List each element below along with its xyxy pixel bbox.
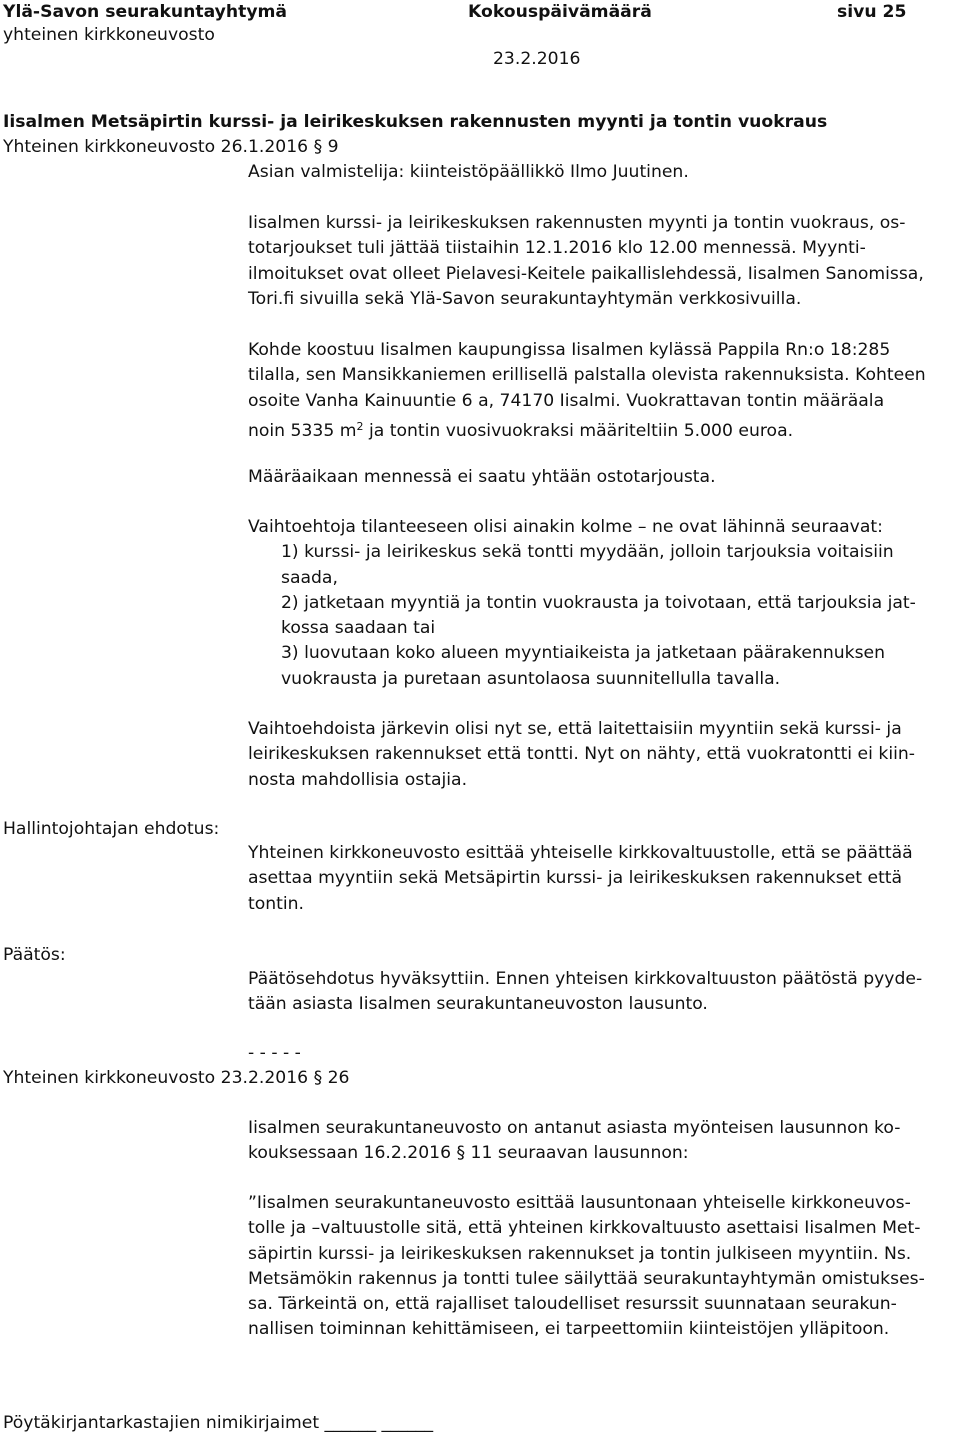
meeting-date-label: Kokouspäivämäärä	[468, 2, 652, 22]
alternatives-list: Vaihtoehtoja tilanteeseen olisi ainakin kolme – ne ovat lähinnä seuraavat: 1) kurssi- ja leirikeskus sekä tontti myydään, jolloin tarjouksia voitaisiin saada, 2) jatketaan myyntiä ja tontin vuokrausta ja toivotaan, että tarjouksia jat- kossa saadaan tai 3) luovutaan koko alueen myyntiaikeista ja jatketaan päärakennuksen vuokrausta ja puretaan asuntolaosa suunnitellulla tavalla.	[248, 515, 960, 692]
list-item: 2) jatketaan myyntiä ja tontin vuokrausta ja toivotaan, että tarjouksia jat-	[281, 592, 916, 613]
footer-initials-line: Pöytäkirjantarkastajien nimikirjaimet ______ ______	[3, 1413, 434, 1433]
paragraph-property-last-line: noin 5335 $m^2$ ja tontin vuosivuokraksi määriteltiin 5.000 euroa.	[248, 419, 794, 441]
paragraph-recommendation: Vaihtoehdoista järkevin olisi nyt se, että laitettaisiin myyntiin sekä kurssi- ja leirikeskuksen rakennukset että tontti. Nyt on nähty, että vuokratontti ei kiin- nosta mahdollisia ostajia.	[248, 719, 915, 790]
statement-intro: Iisalmen seurakuntaneuvosto on antanut asiasta myönteisen lausunnon ko- kouksessaan 16.2.2016 § 11 seuraavan lausunnon:	[248, 1118, 901, 1164]
section-title: Iisalmen Metsäpirtin kurssi- ja leirikeskuksen rakennusten myynti ja tontin vuokraus	[3, 112, 828, 132]
preparer-line: Asian valmistelija: kiinteistöpäällikkö Ilmo Juutinen.	[248, 162, 689, 182]
meeting-date: 23.2.2016	[493, 49, 581, 69]
list-item: saada,	[281, 567, 338, 588]
list-item: vuokrausta ja puretaan asuntolaosa suunnitellulla tavalla.	[281, 668, 781, 689]
previous-meeting-reference: Yhteinen kirkkoneuvosto 26.1.2016 § 9	[3, 137, 339, 157]
paragraph-offers: Iisalmen kurssi- ja leirikeskuksen rakennusten myynti ja tontin vuokraus, os- totarjoukset tuli jättää tiistaihin 12.1.2016 klo 12.00 mennessä. Myynti- ilmoitukset ovat olleet Pielavesi-Keitele paikallislehdessä, Iisalmen Sanomissa, Tori.fi sivuilla sekä Ylä-Savon seurakuntayhtymän verkkosivuilla.	[248, 213, 924, 309]
separator: - - - - -	[248, 1043, 301, 1063]
decision-label: Päätös:	[3, 945, 66, 965]
list-item: 3) luovutaan koko alueen myyntiaikeista ja jatketaan päärakennuksen	[281, 643, 886, 664]
list-item: kossa saadaan tai	[281, 618, 436, 639]
list-item: 1) kurssi- ja leirikeskus sekä tontti myydään, jolloin tarjouksia voitaisiin	[281, 542, 894, 563]
page-number: sivu 25	[837, 2, 907, 22]
body-name: yhteinen kirkkoneuvosto	[3, 25, 215, 45]
organization-name: Ylä-Savon seurakuntayhtymä	[3, 2, 288, 22]
proposal-label: Hallintojohtajan ehdotus:	[3, 819, 220, 839]
proposal-text: Yhteinen kirkkoneuvosto esittää yhteiselle kirkkovaltuustolle, että se päättää asettaa myyntiin sekä Metsäpirtin kurssi- ja leirikeskuksen rakennukset että tontin.	[248, 843, 913, 914]
paragraph-no-offers: Määräaikaan mennessä ei saatu yhtään ostotarjousta.	[248, 467, 716, 487]
decision-text: Päätösehdotus hyväksyttiin. Ennen yhteisen kirkkovaltuuston päätöstä pyyde- tään asiasta Iisalmen seurakuntaneuvoston lausunto.	[248, 969, 923, 1015]
meeting-reference: Yhteinen kirkkoneuvosto 23.2.2016 § 26	[3, 1068, 350, 1088]
statement-quote: ”Iisalmen seurakuntaneuvosto esittää lausuntonaan yhteiselle kirkkoneuvos- tolle ja –valtuustolle sitä, että yhteinen kirkkovaltuusto asettaisi Iisalmen Met- säpirtin kurssi- ja leirikeskuksen rakennukset ja tontin julkiseen myyntiin. Ns. Metsämökin rakennus ja tontti tulee säilyttää seurakuntayhtymän omistukses- sa. Tärkeintä on, että rajalliset taloudelliset resurssit suunnataan seurakun- nallisen toiminnan kehittämiseen, ei tarpeettomiin kiinteistöjen ylläpitoon.	[248, 1193, 925, 1340]
paragraph-property: Kohde koostuu Iisalmen kaupungissa Iisalmen kylässä Pappila Rn:o 18:285 tilalla, sen Mansikkaniemen erillisellä palstalla olevista rakennuksista. Kohteen osoite Vanha Kainuuntie 6 a, 74170 Iisalmi. Vuokrattavan tontin määräala noin 5335 $m^2$ ja tontin vuosivuokraksi määriteltiin 5.000 euroa.	[248, 338, 960, 444]
